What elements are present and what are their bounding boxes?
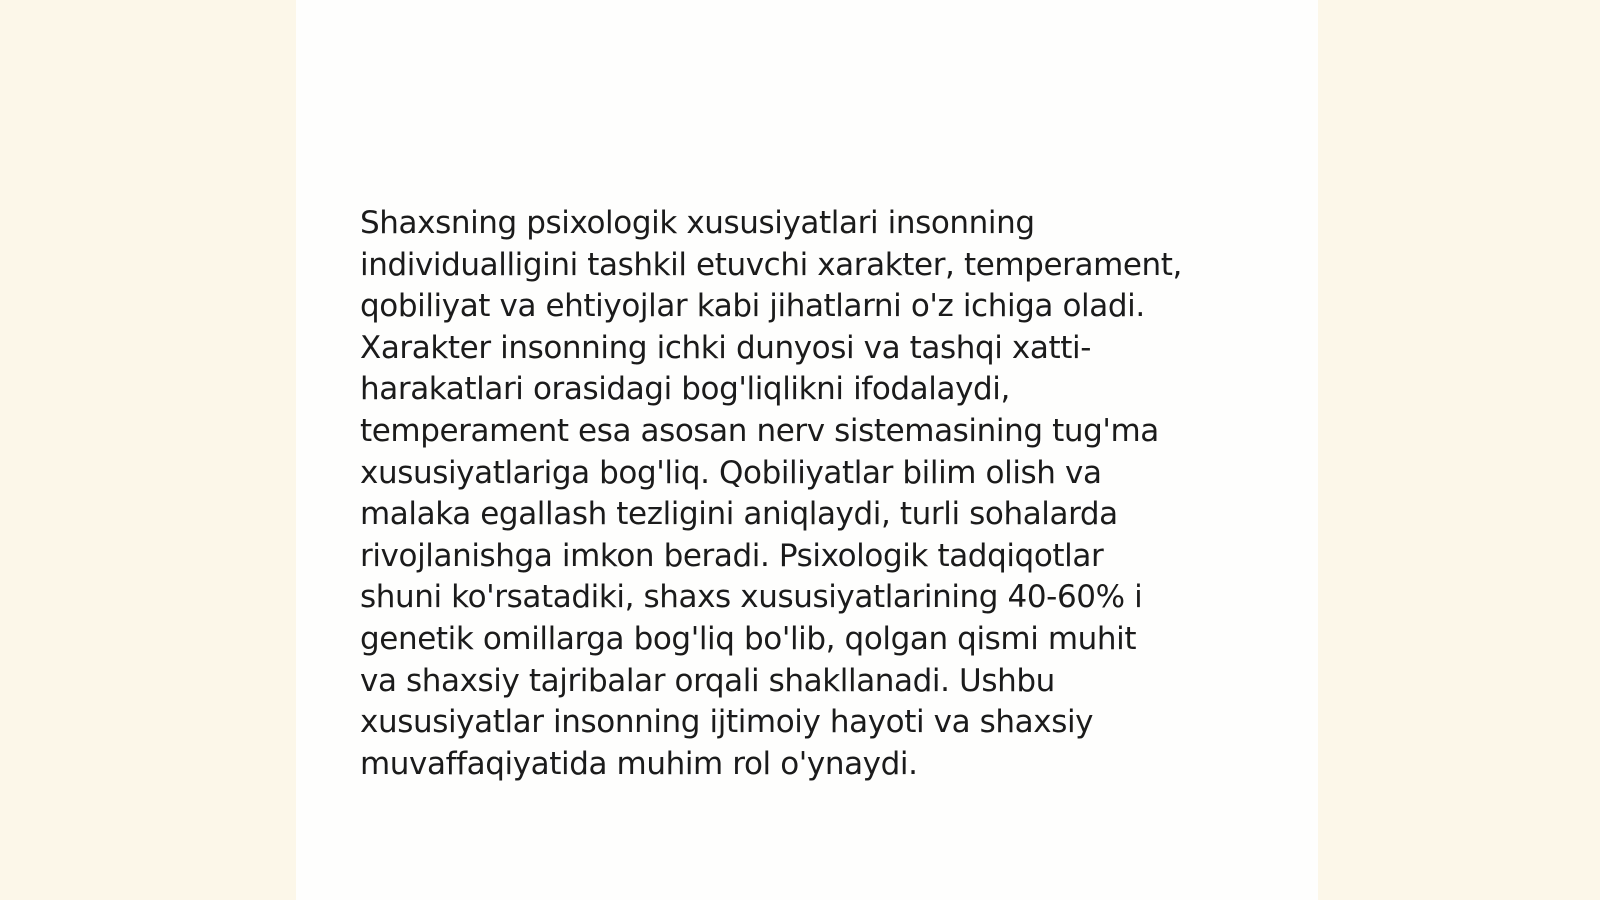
body-paragraph: Shaxsning psixologik xususiyatlari insonning individualligini tashkil etuvchi xarakter, temperament, qobiliyat va ehtiyojlar kabi jihatlarni o'z ichiga oladi. Xarakter insonning ichki dunyosi va tashqi xatti- harakatlari orasidagi bog'liqlikni ifodalaydi, temperament esa asosan nerv sistemasining tug'ma xususiyatlariga bog'liq. Qobiliyatlar bilim olish va malaka egallash tezligini aniqlaydi, turli sohalarda rivojlanishga imkon beradi. Psixologik tadqiqotlar shuni ko'rsatadiki, shaxs xususiyatlarining 40-60% i genetik omillarga bog'liq bo'lib, qolgan qismi muhit va shaxsiy tajribalar orqali shakllanadi. Ushbu xususiyatlar insonning ijtimoiy hayoti va shaxsiy muvaffaqiyatida muhim rol o'ynaydi. [360,205,1182,782]
document-page [296,0,1318,900]
